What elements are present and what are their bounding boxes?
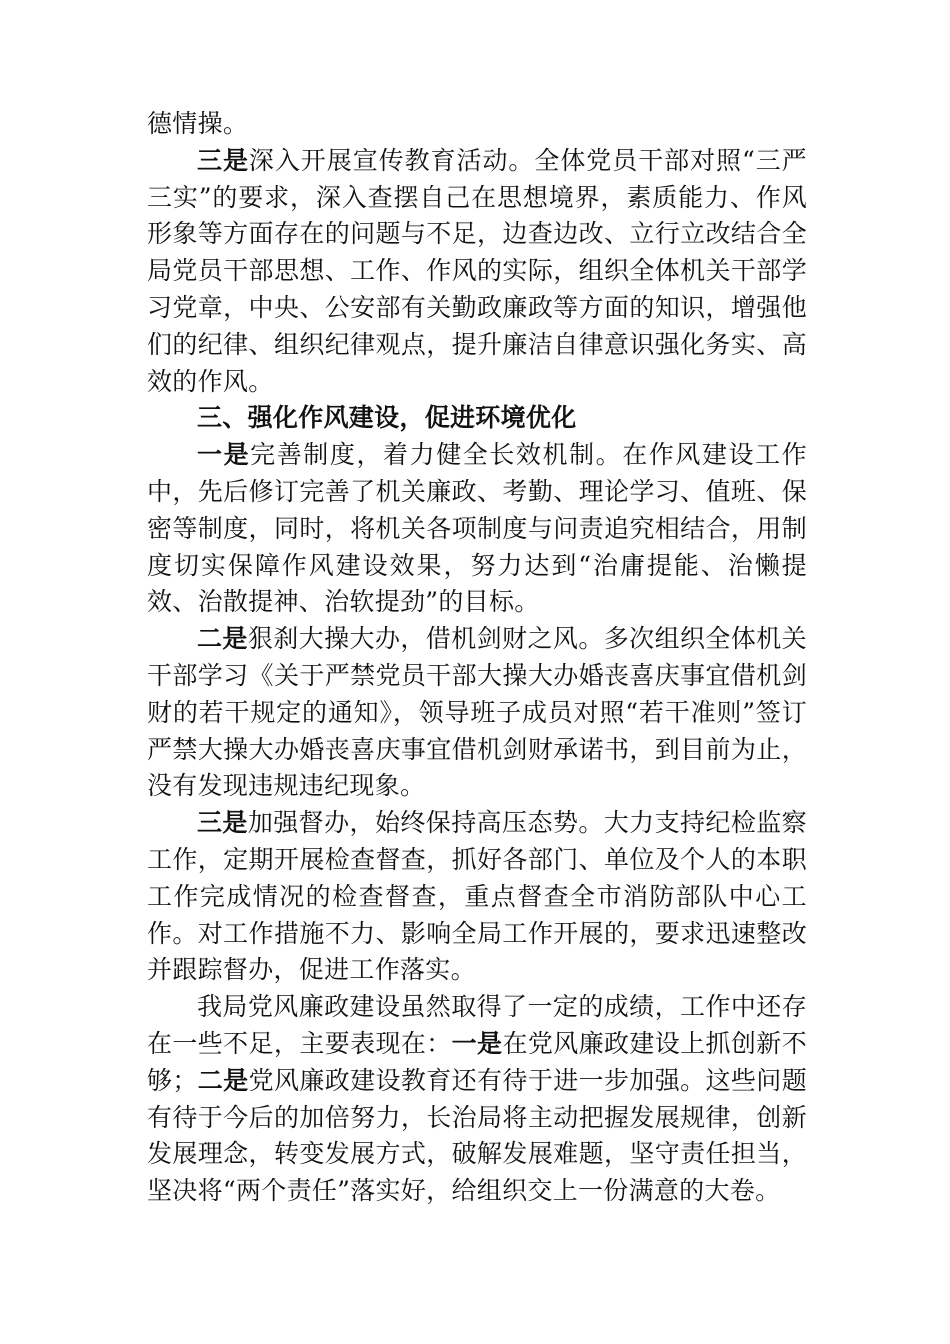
paragraph-text: 党风廉政建设教育还有待于进一步加强。这些问题有待于今后的加倍努力，长治局将主动把握发展规律，创新发展理念，转变发展方式，破解发展难题，坚守责任担当，坚决将“两个责任”落实好，给组织交上一份满意的大卷。 (147, 1065, 807, 1206)
lead-phrase: 二是 (197, 1065, 249, 1095)
paragraph-shortcomings (147, 989, 807, 1210)
lead-phrase: 二是 (197, 624, 248, 654)
section-heading: 三、强化作风建设，促进环境优化 (197, 403, 577, 433)
document-page (147, 106, 807, 1210)
paragraph-supervision (147, 805, 807, 989)
paragraph-text: 深入开展宣传教育活动。全体党员干部对照“三严三实”的要求，深入查摆自己在思想境界，素质能力、作风形象等方面存在的问题与不足，边查边改、立行立改结合全局党员干部思想、工作、作风的实际，组织全体机关干部学习党章，中央、公安部有关勤政廉政等方面的知识，增强他们的纪律、组织纪律观点，提升廉洁自律意识强化务实、高效的作风。 (147, 145, 807, 396)
paragraph-text: 在党风廉政建设上抓创新不够； (147, 1028, 807, 1095)
lead-phrase: 一是 (197, 440, 251, 470)
lead-phrase: 一是 (451, 1028, 503, 1058)
paragraph-text: 狠刹大操大办，借机剑财之风。多次组织全体机关干部学习《关于严禁党员干部大操大办婚丧喜庆事宜借机剑财的若干规定的通知》，领导班子成员对照“若干准则”签订严禁大操大办婚丧喜庆事宜借机剑财承诺书，到目前为止，没有发现违规违纪现象。 (147, 624, 807, 801)
lead-phrase: 三是 (197, 808, 248, 838)
paragraph-text: 加强督办，始终保持高压态势。大力支持纪检监察工作，定期开展检查督查，抓好各部门、单位及个人的本职工作完成情况的检查督查，重点督查全市消防部队中心工作。对工作措施不力、影响全局工作开展的，要求迅速整改并跟踪督办，促进工作落实。 (147, 808, 807, 985)
lead-phrase: 三是 (197, 145, 249, 175)
paragraph-publicity-education (147, 143, 807, 401)
paragraph-continuation: 德情操。 (147, 109, 249, 138)
paragraph-text: 完善制度，着力健全长效机制。在作风建设工作中，先后修订完善了机关廉政、考勤、理论学习、值班、保密等制度，同时，将机关各项制度与问责追究相结合，用制度切实保障作风建设效果，努力达到“治庸提能、治懒提效、治散提神、治软提劲”的目标。 (147, 440, 807, 617)
paragraph-system-building (147, 437, 807, 621)
paragraph-extravagance-ban (147, 621, 807, 805)
paragraph-text: 我局党风廉政建设虽然取得了一定的成绩，工作中还存在一些不足，主要表现在： (147, 992, 807, 1058)
